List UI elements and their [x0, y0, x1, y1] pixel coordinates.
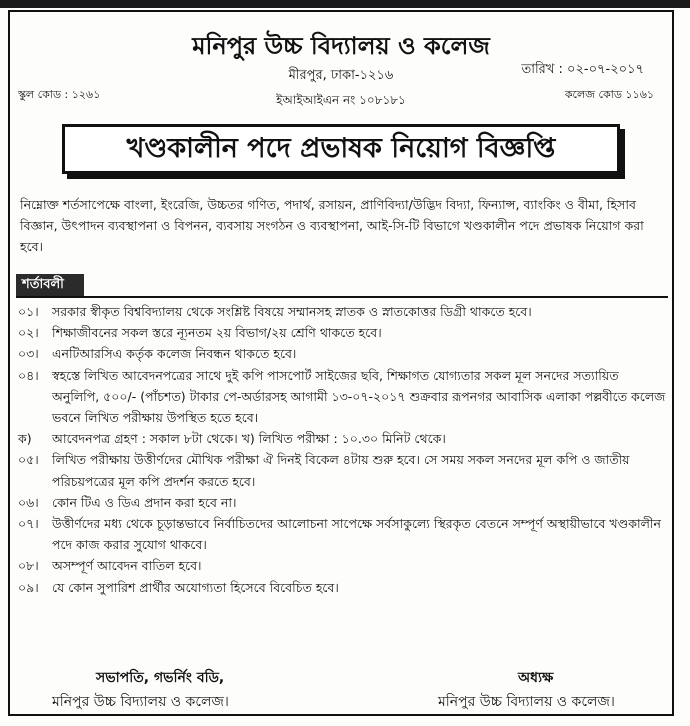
- school-code: স্কুল কোড : ১২৬১: [18, 88, 101, 101]
- condition-text: কোন টিএ ও ডিএ প্রদান করা হবে না।: [52, 494, 237, 510]
- eiin-number: ইআইআইএন নং ১০৮১৮১: [276, 93, 406, 107]
- college-address: মীরপুর, ঢাকা-১২১৬: [288, 68, 394, 83]
- condition-number: ক): [18, 431, 32, 447]
- condition-item: [18, 449, 668, 491]
- conditions-heading: শর্তাবলী: [16, 274, 84, 296]
- condition-item: [18, 555, 668, 576]
- signature-right-title: অধ্যক্ষ: [518, 670, 554, 686]
- condition-item: [18, 301, 668, 322]
- condition-item: [18, 365, 668, 429]
- condition-item: [18, 343, 668, 364]
- condition-text: অসম্পূর্ণ আবেদন বাতিল হবে।: [52, 558, 202, 574]
- condition-text: উত্তীর্ণদের মধ্য থেকে চূড়ান্তভাবে নির্বাচিতদের আলোচনা সাপেক্ষে সর্বসাকুল্যে স্থিরকৃত বেতনে সম্পূর্ণ অস্থায়ীভাবে খণ্ডকালীন পদে কাজ করার সুযোগ থাকবে।: [52, 516, 661, 553]
- condition-number: ০৪।: [18, 367, 39, 383]
- condition-item: [18, 428, 668, 449]
- condition-text: সরকার স্বীকৃত বিশ্ববিদ্যালয় থেকে সংশ্লিষ্ট বিষয়ে সম্মানসহ স্নাতক ও স্নাতকোত্তর ডিগ্রী থাকতে হবে।: [52, 304, 532, 319]
- condition-text: আবেদনপত্র গ্রহণ : সকাল ৮টা থেকে। খ) লিখিত পরীক্ষা : ১০.৩০ মিনিট থেকে।: [52, 431, 446, 447]
- signature-right-org: মনিপুর উচ্চ বিদ্যালয় ও কলেজ।: [438, 694, 615, 710]
- notice-page: [8, 10, 674, 716]
- conditions-list: [18, 301, 668, 598]
- condition-number: ০৩।: [18, 346, 39, 362]
- condition-text: স্বহস্তে লিখিত আবেদনপত্রের সাথে দুই কপি পাসপোর্ট সাইজের ছবি, শিক্ষাগত যোগ্যতার সকল মূল সনদের সত্যায়িত অনুলিপি, ৫০০/- (পাঁচশত) টাকার পে-অর্ডারসহ আগামী ১৩-০৭-২০১৭ শুক্রবার রূপনগর আবাসিক এলাকা পল্লবীতে কলেজ ভবনে লিখিত পরীক্ষায় উপস্থিত হতে হবে।: [52, 367, 666, 426]
- top-header-strip: [0, 0, 690, 8]
- condition-item: [18, 513, 668, 555]
- intro-paragraph: নিম্নোক্ত শর্তসাপেক্ষে বাংলা, ইংরেজি, উচ্চতর গণিত, পদার্থ, রসায়ন, প্রাণিবিদ্যা/উদ্ভিদ বিদ্যা, ফিন্যান্স, ব্যাংকিং ও বীমা, হিসাব বিজ্ঞান, উৎপাদন ব্যবস্থাপনা ও বিপনন, ব্যবসায় সংগঠন ও ব্যবস্থাপনা, আই-সি-টি বিভাগে খণ্ডকালীন পদে প্রভাষক নিয়োগ করা হবে।: [20, 197, 644, 254]
- condition-item: [18, 577, 668, 598]
- condition-number: ০৮।: [18, 558, 39, 574]
- condition-text: যে কোন সুপারিশ প্রার্থীর অযোগ্যতা হিসেবে বিবেচিত হবে।: [52, 579, 339, 595]
- condition-number: ০৬।: [18, 494, 39, 510]
- notice-date: তারিখ : ০২-০৭-২০১৭: [521, 62, 644, 77]
- condition-item: [18, 322, 668, 343]
- condition-item: [18, 492, 668, 513]
- signature-left-org: মনিপুর উচ্চ বিদ্যালয় ও কলেজ।: [52, 694, 229, 710]
- condition-number: ০৫।: [18, 452, 39, 468]
- condition-number: ০৯।: [18, 579, 39, 595]
- conditions-divider: [16, 296, 668, 298]
- condition-number: ০২।: [18, 325, 39, 341]
- condition-text: এনটিআরসিএ কর্তৃক কলেজ নিবন্ধন থাকতে হবে।: [52, 346, 297, 362]
- condition-number: ০৭।: [18, 516, 39, 532]
- signature-left-title: সভাপতি, গভর্নিং বডি,: [96, 670, 225, 686]
- condition-text: শিক্ষাজীবনের সকল স্তরে ন্যূনতম ২য় বিভাগ/২য় শ্রেণি থাকতে হবে।: [52, 325, 382, 341]
- condition-number: ০১।: [18, 304, 39, 319]
- college-name: মনিপুর উচ্চ বিদ্যালয় ও কলেজ: [192, 32, 490, 60]
- college-code: কলেজ কোড ১১৬১: [564, 88, 654, 101]
- notice-headline: খণ্ডকালীন পদে প্রভাষক নিয়োগ বিজ্ঞপ্তি: [62, 124, 620, 174]
- condition-text: লিখিত পরীক্ষায় উত্তীর্ণদের মৌখিক পরীক্ষা ঐ দিনই বিকেল ৪টায় শুরু হবে। সে সময় সকল সনদের মূল কপি ও জাতীয় পরিচয়পত্রের মূল কপি প্রদর্শন করতে হবে।: [52, 452, 630, 489]
